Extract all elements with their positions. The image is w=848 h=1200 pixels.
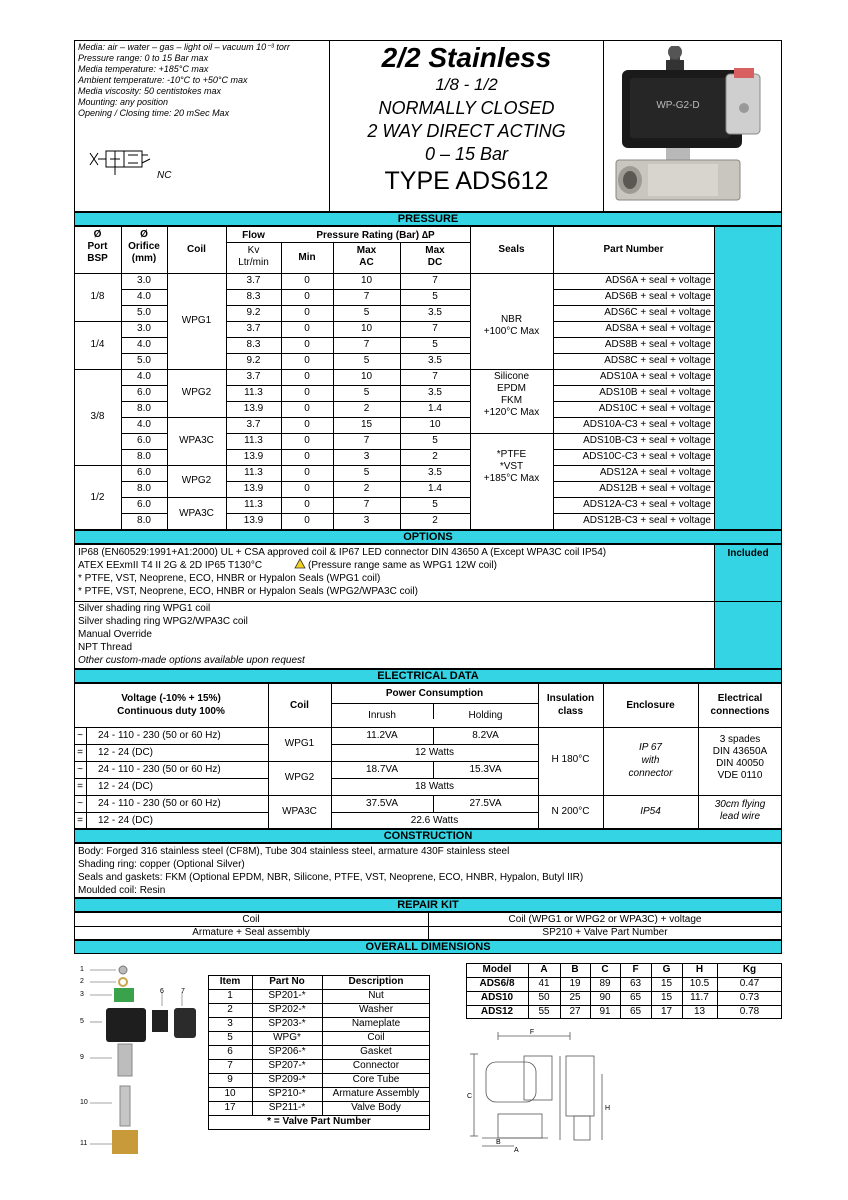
exploded-part-number: 11 bbox=[80, 1140, 88, 1147]
part-number-header: Part Number bbox=[603, 244, 664, 255]
insulation-header: Insulation class bbox=[546, 693, 595, 717]
option-line: * PTFE, VST, Neoprene, ECO, HNBR or Hypalon Seals (WPG1 coil) bbox=[78, 573, 381, 584]
dimension-cell: 0.47 bbox=[739, 978, 760, 989]
pressure-cell-orifice: 8.0 bbox=[137, 403, 151, 414]
connection-cell: VDE 0110 bbox=[717, 770, 763, 781]
pressure-cell-orifice: 5.0 bbox=[137, 307, 151, 318]
parts-cell: 1 bbox=[227, 990, 233, 1001]
dimension-cell: 91 bbox=[599, 1006, 611, 1017]
pressure-cell-ac: 7 bbox=[363, 499, 370, 510]
pressure-cell-dc: 2 bbox=[432, 451, 438, 462]
pressure-cell-orifice: 4.0 bbox=[137, 419, 151, 430]
option-extra: Manual Override bbox=[78, 629, 152, 640]
pressure-cell-kv: 3.7 bbox=[246, 419, 261, 430]
pressure-cell-min: 0 bbox=[304, 355, 310, 366]
coil-name: WPG2 bbox=[181, 475, 212, 486]
parts-cell: 10 bbox=[224, 1088, 236, 1099]
pressure-cell-dc: 3.5 bbox=[428, 467, 442, 478]
current-type-symbol: ~ bbox=[77, 798, 83, 809]
voltage-cell: 12 - 24 (DC) bbox=[98, 815, 154, 826]
part-number-cell: ADS10A-C3 + seal + voltage bbox=[583, 419, 711, 430]
options-section-title: OPTIONS bbox=[74, 530, 782, 544]
inrush-cell: 11.2VA bbox=[366, 730, 398, 741]
included-label: Included bbox=[727, 548, 769, 559]
valve-photo bbox=[608, 46, 776, 206]
dimension-header: Kg bbox=[742, 964, 757, 975]
exploded-part-number: 6 bbox=[160, 988, 164, 995]
dimension-cell: 55 bbox=[538, 1006, 550, 1017]
holding-cell: 8.2VA bbox=[472, 730, 499, 741]
dimension-cell: 41 bbox=[538, 978, 550, 989]
pressure-cell-ac: 5 bbox=[363, 467, 370, 478]
pressure-cell-min: 0 bbox=[304, 515, 310, 526]
voltage-cell: 24 - 110 - 230 (50 or 60 Hz) bbox=[98, 764, 221, 775]
part-number-cell: ADS6C + seal + voltage bbox=[604, 307, 711, 318]
connections-header: Electrical connections bbox=[710, 693, 770, 717]
pressure-cell-kv: 9.2 bbox=[246, 307, 261, 318]
exploded-view-diagram bbox=[76, 958, 206, 1158]
parts-cell: 9 bbox=[227, 1074, 233, 1085]
pressure-cell-kv: 13.9 bbox=[243, 515, 264, 526]
seal-ptfe-vst: *PTFE *VST +185°C Max bbox=[483, 449, 540, 484]
exploded-part-number: 9 bbox=[80, 1054, 84, 1061]
pressure-cell-ac: 5 bbox=[363, 355, 370, 366]
parts-cell: Washer bbox=[358, 1004, 394, 1015]
dim-label-b: B bbox=[496, 1139, 501, 1146]
dimension-cell: 10.5 bbox=[689, 978, 710, 989]
pressure-cell-orifice: 6.0 bbox=[137, 387, 151, 398]
port-size: 1/2 bbox=[90, 492, 105, 503]
pressure-cell-min: 0 bbox=[304, 275, 310, 286]
parts-cell: 2 bbox=[227, 1004, 233, 1015]
enclosure-cell: IP54 bbox=[640, 806, 661, 817]
parts-cell: 6 bbox=[227, 1046, 233, 1057]
exploded-part-number: 10 bbox=[80, 1099, 88, 1106]
dim-label-a: A bbox=[514, 1147, 519, 1153]
pressure-cell-orifice: 8.0 bbox=[137, 451, 151, 462]
pressure-cell-dc: 7 bbox=[432, 371, 438, 382]
part-number-cell: ADS12A-C3 + seal + voltage bbox=[583, 499, 711, 510]
direct-acting-label: 2 WAY DIRECT ACTING bbox=[367, 121, 566, 141]
construction-line: Shading ring: copper (Optional Silver) bbox=[78, 859, 245, 870]
pressure-cell-dc: 5 bbox=[432, 291, 438, 302]
pressure-cell-min: 0 bbox=[304, 451, 310, 462]
dim-label-h: H bbox=[605, 1105, 611, 1112]
dimension-cell: 17 bbox=[660, 1006, 673, 1017]
voltage-cell: 12 - 24 (DC) bbox=[98, 781, 154, 792]
pressure-cell-min: 0 bbox=[304, 435, 310, 446]
pressure-cell-kv: 11.3 bbox=[244, 387, 263, 398]
parts-cell: SP203-* bbox=[268, 1018, 306, 1029]
spec-line: Opening / Closing time: 20 mSec Max bbox=[78, 108, 230, 118]
pressure-cell-kv: 13.9 bbox=[243, 451, 264, 462]
dimension-cell: 11.7 bbox=[690, 992, 709, 1003]
dimension-header: H bbox=[695, 964, 704, 975]
type-label: TYPE ADS612 bbox=[384, 167, 549, 195]
dimension-cell: ADS12 bbox=[480, 1006, 514, 1017]
options-side-column bbox=[714, 545, 781, 668]
dimension-cell: 0.73 bbox=[739, 992, 760, 1003]
voltage-cell: 24 - 110 - 230 (50 or 60 Hz) bbox=[98, 730, 221, 741]
option-extra: Silver shading ring WPG1 coil bbox=[78, 603, 211, 614]
option-line: ATEX EExmII T4 II 2G & 2D IP65 T130°C bbox=[78, 560, 263, 571]
dimensions-section-title: OVERALL DIMENSIONS bbox=[74, 940, 782, 954]
pressure-cell-dc: 7 bbox=[432, 275, 438, 286]
pressure-cell-ac: 10 bbox=[360, 275, 373, 286]
parts-cell: SP207-* bbox=[268, 1060, 306, 1071]
dimension-header: B bbox=[571, 964, 579, 975]
construction-section-title: CONSTRUCTION bbox=[74, 829, 782, 843]
voltage-cell: 12 - 24 (DC) bbox=[98, 747, 154, 758]
parts-cell: SP206-* bbox=[268, 1046, 306, 1057]
pressure-section-title: PRESSURE bbox=[74, 212, 782, 226]
connection-cell: DIN 40050 bbox=[716, 758, 764, 769]
pressure-cell-ac: 10 bbox=[360, 323, 373, 334]
option-line: (Pressure range same as WPG1 12W coil) bbox=[308, 560, 497, 571]
pressure-cell-dc: 3.5 bbox=[428, 355, 442, 366]
parts-cell: SP211-* bbox=[268, 1102, 306, 1113]
kv-header: Kv Ltr/min bbox=[238, 245, 269, 268]
pressure-cell-ac: 5 bbox=[363, 307, 370, 318]
media-specs bbox=[78, 42, 328, 119]
orifice-header: Ø Orifice (mm) bbox=[128, 229, 160, 264]
exploded-part-number: 7 bbox=[181, 988, 185, 995]
pressure-rating-header: Pressure Rating (Bar) ∆P bbox=[316, 230, 435, 241]
pressure-cell-orifice: 4.0 bbox=[137, 291, 151, 302]
dimension-header: Model bbox=[482, 964, 512, 975]
voltage-cell: 24 - 110 - 230 (50 or 60 Hz) bbox=[98, 798, 221, 809]
pressure-cell-orifice: 6.0 bbox=[137, 435, 151, 446]
dimension-cell: 15 bbox=[660, 992, 673, 1003]
pressure-cell-dc: 1.4 bbox=[428, 403, 442, 414]
current-type-symbol: ~ bbox=[77, 764, 83, 775]
pressure-cell-kv: 3.7 bbox=[246, 323, 261, 334]
dimension-cell: 90 bbox=[599, 992, 611, 1003]
pressure-cell-orifice: 8.0 bbox=[137, 515, 151, 526]
dimension-cell: 19 bbox=[569, 978, 581, 989]
parts-cell: SP202-* bbox=[268, 1004, 306, 1015]
flow-header: Flow bbox=[242, 230, 265, 241]
spec-line: Media: air – water – gas – light oil – vacuum 10⁻³ torr bbox=[78, 42, 290, 52]
electrical-section-title: ELECTRICAL DATA bbox=[74, 669, 782, 683]
parts-cell: SP210-* bbox=[268, 1088, 306, 1099]
pressure-cell-orifice: 4.0 bbox=[137, 339, 151, 350]
parts-cell: Connector bbox=[352, 1060, 400, 1071]
part-number-cell: ADS8C + seal + voltage bbox=[604, 355, 711, 366]
parts-header: Part No bbox=[269, 976, 305, 987]
part-number-cell: ADS6B + seal + voltage bbox=[604, 291, 711, 302]
part-number-cell: ADS10A + seal + voltage bbox=[599, 371, 711, 382]
parts-header: Item bbox=[219, 976, 241, 987]
spec-line: Ambient temperature: -10°C to +50°C max bbox=[78, 75, 248, 85]
inrush-header: Inrush bbox=[368, 710, 396, 721]
elec-coil-header: Coil bbox=[290, 700, 309, 711]
dimension-cell: 0.78 bbox=[739, 1006, 760, 1017]
spec-line: Media temperature: +185°C max bbox=[78, 64, 209, 74]
connection-cell: 30cm flying bbox=[714, 799, 766, 810]
option-extra: Silver shading ring WPG2/WPA3C coil bbox=[78, 616, 248, 627]
coil-name: WPG1 bbox=[181, 315, 212, 326]
parts-cell: WPG* bbox=[273, 1032, 301, 1043]
connection-cell: lead wire bbox=[719, 811, 761, 822]
parts-cell: Coil bbox=[367, 1032, 385, 1043]
coil-name: WPA3C bbox=[179, 508, 214, 519]
pressure-cell-orifice: 4.0 bbox=[137, 371, 151, 382]
atex-ex-icon bbox=[294, 558, 306, 570]
port-header: Ø Port BSP bbox=[87, 229, 108, 264]
connection-cell: 3 spades bbox=[719, 734, 761, 745]
port-size: 3/8 bbox=[90, 411, 105, 422]
parts-header: Description bbox=[348, 976, 404, 987]
part-number-cell: ADS8B + seal + voltage bbox=[604, 339, 711, 350]
pressure-cell-ac: 2 bbox=[363, 403, 370, 414]
elec-coil-cell: WPG2 bbox=[284, 772, 315, 783]
insulation-cell: N 200°C bbox=[551, 806, 590, 817]
dim-label-c: C bbox=[467, 1093, 473, 1100]
pressure-cell-ac: 5 bbox=[363, 387, 370, 398]
spec-line: Pressure range: 0 to 15 Bar max bbox=[78, 53, 209, 63]
pressure-cell-orifice: 6.0 bbox=[137, 467, 151, 478]
elec-coil-cell: WPA3C bbox=[282, 806, 317, 817]
pressure-cell-min: 0 bbox=[304, 291, 310, 302]
option-custom: Other custom-made options available upon request bbox=[78, 655, 305, 666]
size-range: 1/8 - 1/2 bbox=[435, 75, 498, 94]
pressure-cell-dc: 3.5 bbox=[428, 307, 442, 318]
dc-watts-cell: 22.6 Watts bbox=[410, 815, 459, 826]
pressure-cell-min: 0 bbox=[304, 499, 310, 510]
pressure-cell-dc: 2 bbox=[432, 515, 438, 526]
option-line: * PTFE, VST, Neoprene, ECO, HNBR or Hypalon Seals (WPG2/WPA3C coil) bbox=[78, 586, 418, 597]
holding-header: Holding bbox=[468, 710, 503, 721]
parts-cell: Nut bbox=[368, 990, 384, 1001]
pressure-cell-dc: 10 bbox=[429, 419, 441, 430]
parts-cell: SP201-* bbox=[268, 990, 306, 1001]
pressure-cell-min: 0 bbox=[304, 419, 310, 430]
part-number-cell: ADS10C + seal + voltage bbox=[598, 403, 711, 414]
part-number-cell: ADS12B-C3 + seal + voltage bbox=[583, 515, 711, 526]
power-header: Power Consumption bbox=[385, 688, 484, 699]
coil-name: WPA3C bbox=[179, 435, 214, 446]
part-number-cell: ADS10B-C3 + seal + voltage bbox=[583, 435, 711, 446]
pressure-cell-ac: 7 bbox=[363, 339, 370, 350]
seal-nbr: NBR +100°C Max bbox=[483, 314, 540, 337]
pressure-cell-min: 0 bbox=[304, 403, 310, 414]
inrush-cell: 18.7VA bbox=[365, 764, 399, 775]
exploded-part-number: 3 bbox=[80, 991, 84, 998]
pressure-cell-kv: 11.3 bbox=[244, 435, 263, 446]
holding-cell: 27.5VA bbox=[469, 798, 502, 809]
holding-cell: 15.3VA bbox=[469, 764, 502, 775]
current-type-symbol: = bbox=[77, 781, 83, 792]
dc-watts-cell: 18 Watts bbox=[414, 781, 455, 792]
parts-cell: Gasket bbox=[360, 1046, 392, 1057]
pressure-cell-min: 0 bbox=[304, 387, 310, 398]
repair-kit-item: Armature + Seal assembly bbox=[192, 927, 310, 938]
part-number-cell: ADS8A + seal + voltage bbox=[605, 323, 711, 334]
pressure-cell-kv: 11.3 bbox=[244, 499, 263, 510]
pressure-cell-min: 0 bbox=[304, 483, 310, 494]
current-type-symbol: = bbox=[77, 815, 83, 826]
part-number-cell: ADS10B + seal + voltage bbox=[599, 387, 711, 398]
part-number-cell: ADS10C-C3 + seal + voltage bbox=[582, 451, 711, 462]
repair-kit-detail: SP210 + Valve Part Number bbox=[542, 927, 668, 938]
enclosure-header: Enclosure bbox=[626, 700, 675, 711]
dimension-header: C bbox=[601, 964, 609, 975]
insulation-cell: H 180°C bbox=[551, 754, 590, 765]
parts-cell: Armature Assembly bbox=[332, 1088, 420, 1099]
parts-cell: 7 bbox=[227, 1060, 233, 1071]
pressure-cell-dc: 3.5 bbox=[428, 387, 442, 398]
dimension-header: G bbox=[662, 964, 671, 975]
connection-cell: DIN 43650A bbox=[712, 746, 768, 757]
construction-line: Seals and gaskets: FKM (Optional EPDM, NBR, Silicone, PTFE, VST, Neoprene, ECO, HNBR, Hypalon, Butyl IIR) bbox=[78, 872, 584, 883]
dimension-cell: 27 bbox=[569, 1006, 581, 1017]
title-block bbox=[330, 42, 603, 196]
coil-header: Coil bbox=[187, 244, 206, 255]
dimension-cell: 25 bbox=[569, 992, 581, 1003]
pressure-cell-orifice: 3.0 bbox=[137, 323, 151, 334]
dimension-cell: ADS6/8 bbox=[479, 978, 515, 989]
dimension-cell: 15 bbox=[660, 978, 673, 989]
pressure-cell-dc: 7 bbox=[432, 323, 438, 334]
pressure-cell-ac: 10 bbox=[360, 371, 373, 382]
pressure-cell-kv: 9.2 bbox=[246, 355, 261, 366]
pressure-cell-min: 0 bbox=[304, 307, 310, 318]
dimension-header: A bbox=[540, 964, 548, 975]
enclosure-cell: connector bbox=[628, 768, 673, 779]
parts-footnote: * = Valve Part Number bbox=[267, 1116, 371, 1127]
parts-cell: SP209-* bbox=[268, 1074, 306, 1085]
max-ac-header: Max AC bbox=[356, 245, 377, 268]
spec-line: Mounting: any position bbox=[78, 97, 169, 107]
exploded-part-number: 2 bbox=[80, 978, 84, 985]
port-size: 1/4 bbox=[90, 339, 105, 350]
parts-cell: Nameplate bbox=[351, 1018, 401, 1029]
coil-name: WPG2 bbox=[181, 387, 212, 398]
dimension-cell: ADS10 bbox=[480, 992, 514, 1003]
pressure-cell-ac: 2 bbox=[363, 483, 370, 494]
photo-coil-label: WP-G2-D bbox=[656, 100, 700, 111]
construction-line: Moulded coil: Resin bbox=[78, 885, 166, 896]
dimension-cell: 50 bbox=[538, 992, 550, 1003]
repair-kit-item: Coil bbox=[242, 914, 260, 925]
dimension-drawing bbox=[462, 1028, 622, 1153]
part-number-cell: ADS12A + seal + voltage bbox=[599, 467, 711, 478]
pressure-cell-dc: 1.4 bbox=[428, 483, 442, 494]
parts-cell: Core Tube bbox=[352, 1074, 400, 1085]
parts-cell: 3 bbox=[227, 1018, 233, 1029]
pressure-cell-orifice: 6.0 bbox=[137, 499, 151, 510]
voltage-header: Voltage (-10% + 15%) Continuous duty 100% bbox=[117, 693, 225, 717]
current-type-symbol: = bbox=[77, 747, 83, 758]
spec-line: Media viscosity: 50 centistokes max bbox=[78, 86, 222, 96]
pressure-cell-ac: 7 bbox=[363, 291, 370, 302]
pressure-cell-min: 0 bbox=[304, 323, 310, 334]
dimension-cell: 13 bbox=[693, 1006, 706, 1017]
inrush-cell: 37.5VA bbox=[365, 798, 399, 809]
pressure-cell-min: 0 bbox=[304, 467, 310, 478]
pressure-cell-kv: 11.3 bbox=[244, 467, 263, 478]
dimension-cell: 65 bbox=[629, 992, 642, 1003]
pressure-cell-dc: 5 bbox=[432, 435, 438, 446]
pressure-cell-ac: 15 bbox=[360, 419, 373, 430]
pressure-cell-min: 0 bbox=[304, 339, 310, 350]
pressure-cell-kv: 3.7 bbox=[246, 371, 261, 382]
product-title: 2/2 Stainless bbox=[381, 42, 552, 73]
pressure-cell-ac: 3 bbox=[363, 515, 370, 526]
parts-cell: 17 bbox=[224, 1102, 236, 1113]
parts-cell: Valve Body bbox=[351, 1102, 401, 1113]
pressure-cell-kv: 13.9 bbox=[243, 403, 264, 414]
enclosure-cell: IP 67 bbox=[639, 742, 662, 753]
dc-watts-cell: 12 Watts bbox=[414, 747, 455, 758]
pressure-cell-kv: 13.9 bbox=[243, 483, 264, 494]
enclosure-cell: with bbox=[641, 755, 660, 766]
pressure-cell-kv: 8.3 bbox=[246, 339, 261, 350]
seal-silicone-epdm-fkm: Silicone EPDM FKM +120°C Max bbox=[483, 371, 540, 418]
pressure-cell-orifice: 5.0 bbox=[137, 355, 151, 366]
pressure-cell-ac: 7 bbox=[363, 435, 370, 446]
pressure-cell-dc: 5 bbox=[432, 499, 438, 510]
exploded-part-number: 5 bbox=[80, 1018, 84, 1025]
option-line: IP68 (EN60529:1991+A1:2000) UL + CSA approved coil & IP67 LED connector DIN 43650 A (Except WPA3C coil IP54) bbox=[78, 547, 607, 558]
port-size: 1/8 bbox=[90, 291, 105, 302]
elec-coil-cell: WPG1 bbox=[284, 738, 315, 749]
pressure-range-label: 0 – 15 Bar bbox=[424, 144, 509, 164]
dimension-cell: 63 bbox=[629, 978, 642, 989]
symbol-nc-label: NC bbox=[157, 170, 172, 181]
dimension-cell: 89 bbox=[599, 978, 611, 989]
construction-line: Body: Forged 316 stainless steel (CF8M), Tube 304 stainless steel, armature 430F stainless steel bbox=[78, 846, 510, 857]
seals-header: Seals bbox=[498, 244, 525, 255]
exploded-part-number: 1 bbox=[80, 966, 84, 973]
pressure-cell-kv: 3.7 bbox=[246, 275, 261, 286]
pressure-side-column bbox=[714, 227, 781, 529]
pressure-cell-orifice: 8.0 bbox=[137, 483, 151, 494]
dim-label-f: F bbox=[529, 1029, 535, 1036]
option-extra: NPT Thread bbox=[78, 642, 133, 653]
pressure-cell-dc: 5 bbox=[432, 339, 438, 350]
dimension-header: F bbox=[632, 964, 639, 975]
dimension-cell: 65 bbox=[629, 1006, 642, 1017]
repair-kit-section-title: REPAIR KIT bbox=[74, 898, 782, 912]
normally-closed-label: NORMALLY CLOSED bbox=[378, 98, 555, 118]
part-number-cell: ADS6A + seal + voltage bbox=[605, 275, 711, 286]
min-header: Min bbox=[298, 252, 316, 263]
pressure-cell-ac: 3 bbox=[363, 451, 370, 462]
current-type-symbol: ~ bbox=[77, 730, 83, 741]
pressure-cell-orifice: 3.0 bbox=[137, 275, 151, 286]
max-dc-header: Max DC bbox=[425, 245, 445, 268]
part-number-cell: ADS12B + seal + voltage bbox=[599, 483, 711, 494]
parts-cell: 5 bbox=[227, 1032, 233, 1043]
repair-kit-detail: Coil (WPG1 or WPG2 or WPA3C) + voltage bbox=[508, 914, 702, 925]
pressure-cell-min: 0 bbox=[304, 371, 310, 382]
pressure-cell-kv: 8.3 bbox=[246, 291, 261, 302]
